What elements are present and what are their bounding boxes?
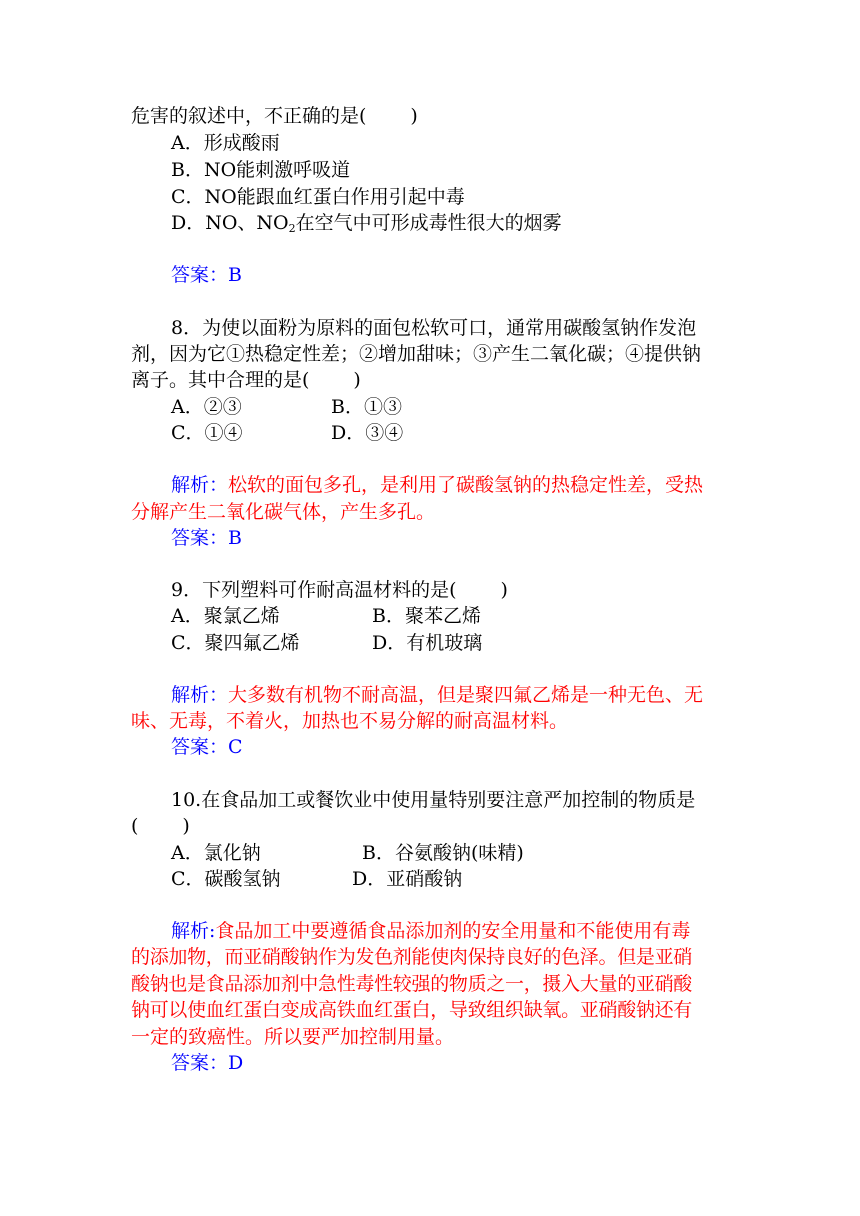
q10-answer-label: 答案： (171, 1052, 229, 1074)
q7-answer-value: B (228, 264, 242, 286)
q8-analysis-text1: 松软的面包多孔，是利用了碳酸氢钠的热稳定性差，受热 (228, 474, 704, 496)
q10-option-c: C．碳酸氢钠 (171, 868, 281, 890)
q8-answer-value: B (228, 527, 242, 549)
q8-option-b: B．①③ (331, 396, 402, 418)
q8-stem-line2: 剂，因为它①热稳定性差；②增加甜味；③产生二氧化碳；④提供钠 (131, 343, 702, 365)
q7-option-d (171, 210, 562, 242)
q8-stem-line1: 8．为使以面粉为原料的面包松软可口，通常用碳酸氢钠作发泡 (171, 317, 697, 339)
q8-stem-line3-text: 离子。其中合理的是( (131, 369, 310, 391)
q7-option-d-pre: D．NO、NO (171, 212, 289, 234)
q10-answer (171, 1050, 243, 1076)
q9-answer (171, 734, 243, 760)
q9-option-a: A．聚氯乙烯 (171, 605, 280, 627)
q8-analysis-line2: 分解产生二氧化碳气体，产生多孔。 (131, 501, 436, 523)
q7-answer-label: 答案： (171, 264, 229, 286)
q8-analysis-label: 解析： (171, 474, 229, 496)
q10-stem-line1: 10.在食品加工或餐饮业中使用量特别要注意严加控制的物质是 (171, 789, 696, 811)
q9-answer-value: C (228, 736, 243, 758)
q9-analysis-text1: 大多数有机物不耐高温，但是聚四氟乙烯是一种无色、无 (228, 684, 704, 706)
q7-stem-close: ) (410, 105, 418, 127)
q7-stem (131, 103, 418, 129)
q10-stem-close: ) (182, 815, 190, 837)
q10-stem-line2 (131, 813, 190, 839)
q8-answer (171, 525, 242, 551)
q7-stem-text: 危害的叙述中，不正确的是( (131, 105, 367, 127)
q10-analysis-line5: 一定的致癌性。所以要严加控制用量。 (131, 1026, 455, 1048)
q7-option-c: C．NO能跟血红蛋白作用引起中毒 (171, 186, 465, 208)
q9-analysis-label: 解析： (171, 684, 229, 706)
q10-analysis-line3: 酸钠也是食品添加剂中急性毒性较强的物质之一，摄入大量的亚硝酸 (131, 973, 693, 995)
q10-option-b: B．谷氨酸钠(味精) (362, 842, 524, 864)
q8-option-c: C．①④ (171, 422, 243, 444)
q9-answer-label: 答案： (171, 736, 229, 758)
q9-stem (171, 577, 508, 603)
q9-analysis-line2: 味、无毒，不着火，加热也不易分解的耐高温材料。 (131, 710, 569, 732)
q8-option-a: A．②③ (171, 396, 242, 418)
q10-analysis-line1 (171, 918, 690, 944)
q7-option-b: B．NO能刺激呼吸道 (171, 159, 351, 181)
q9-stem-close: ) (500, 579, 508, 601)
q10-analysis-line2: 的添加物，而亚硝酸钠作为发色剂能使肉保持良好的色泽。但是亚硝 (131, 946, 693, 968)
q10-stem-open: ( (131, 815, 139, 837)
q8-stem-line3 (131, 367, 361, 393)
q9-analysis-line1 (171, 682, 703, 708)
q8-option-d: D．③④ (331, 422, 404, 444)
q7-answer (171, 262, 242, 288)
q10-option-d: D．亚硝酸钠 (352, 868, 463, 890)
q8-stem-close: ) (353, 369, 361, 391)
q10-analysis-line4: 钠可以使血红蛋白变成高铁血红蛋白，导致组织缺氧。亚硝酸钠还有 (131, 999, 693, 1021)
q9-option-b: B．聚苯乙烯 (372, 605, 481, 627)
q10-analysis-text1: 食品加工中要遵循食品添加剂的安全用量和不能使用有毒 (215, 920, 691, 942)
q10-analysis-label: 解析: (171, 920, 216, 942)
q7-option-d-post: 在空气中可形成毒性很大的烟雾 (295, 212, 562, 234)
q8-analysis-line1 (171, 472, 703, 498)
q7-option-a: A．形成酸雨 (171, 132, 280, 154)
q10-answer-value: D (228, 1052, 244, 1074)
q9-option-d: D．有机玻璃 (372, 632, 483, 654)
q9-option-c: C．聚四氟乙烯 (171, 632, 300, 654)
q9-stem-text: 9．下列塑料可作耐高温材料的是( (171, 579, 457, 601)
q10-option-a: A．氯化钠 (171, 842, 261, 864)
q7-option-d-sub: 2 (288, 222, 296, 235)
q8-answer-label: 答案： (171, 527, 229, 549)
